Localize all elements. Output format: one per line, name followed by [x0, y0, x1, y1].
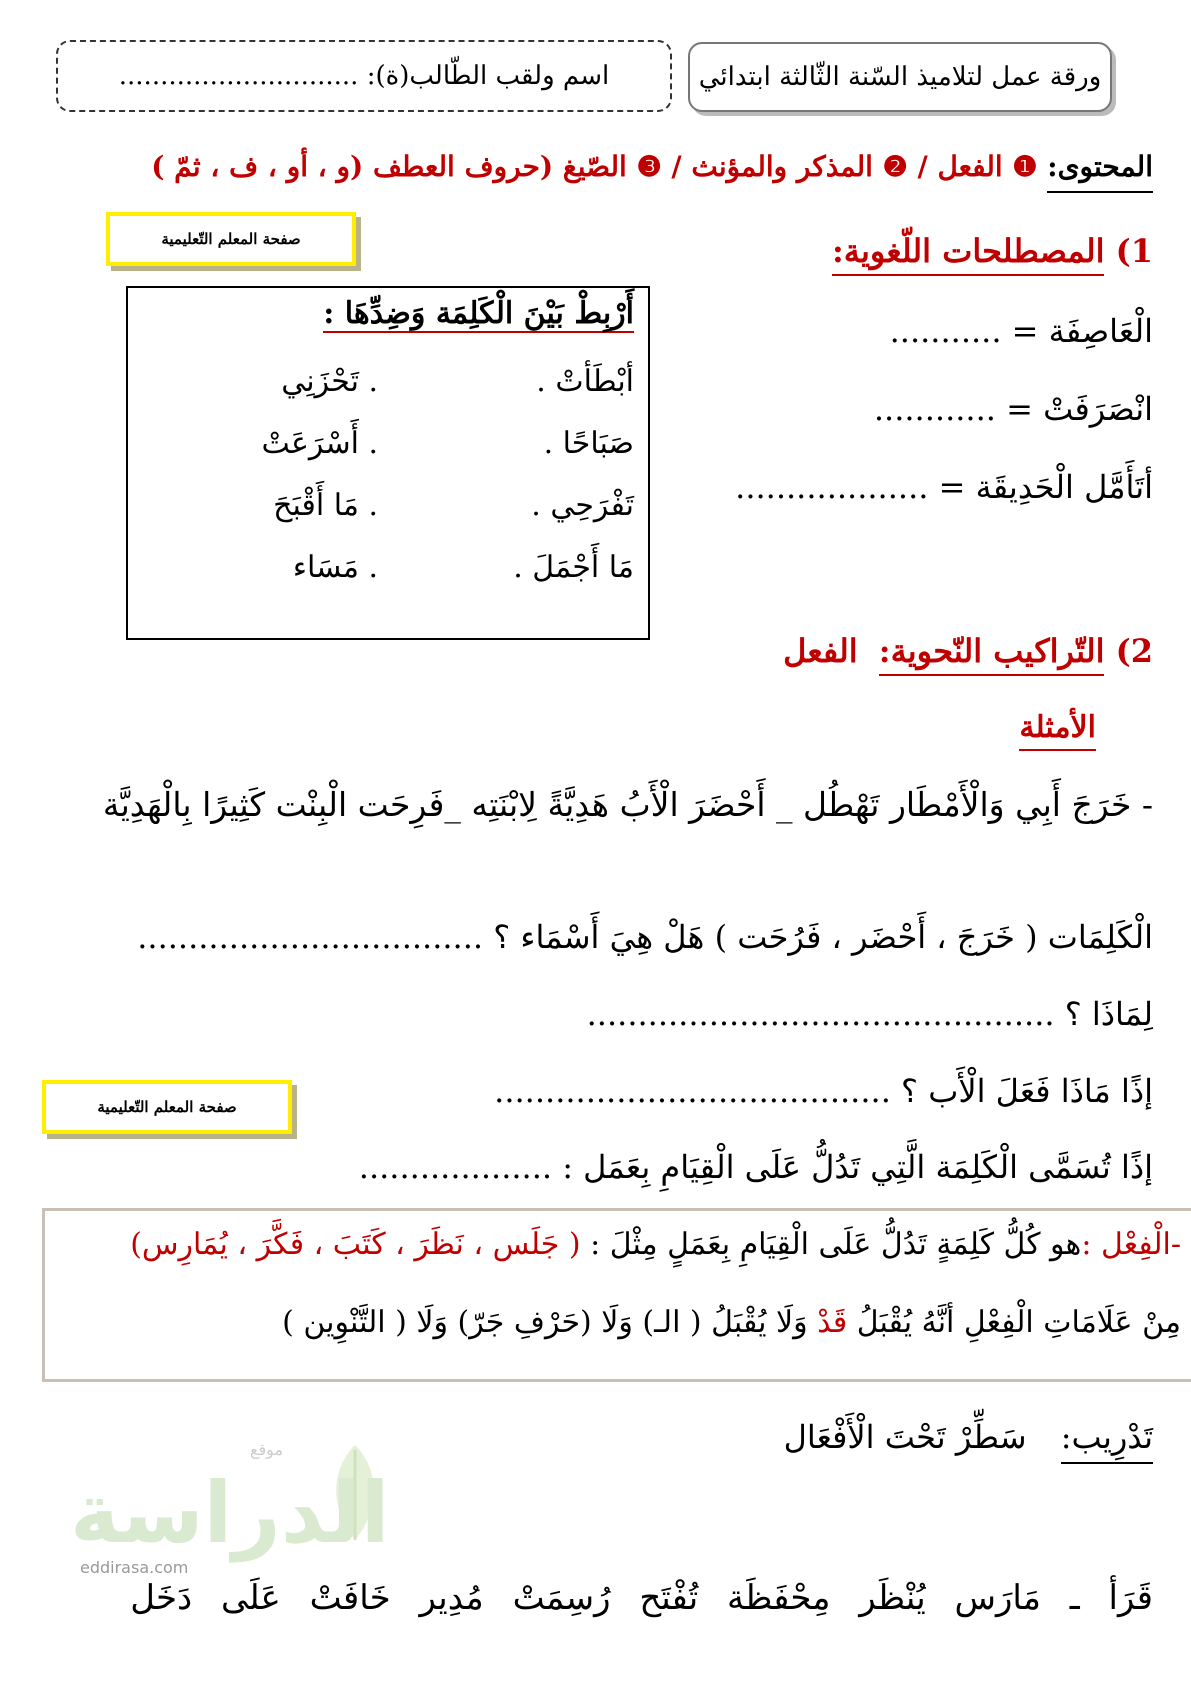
matching-box: [126, 286, 650, 640]
examples-label: الأمثلة: [1019, 710, 1096, 745]
match-left-1: . تَحْزَنِي: [281, 364, 378, 399]
exercise-label: تَدْرِيب:: [1061, 1418, 1153, 1464]
section1-title: [832, 232, 1153, 270]
section1-heading: المصطلحات اللّغوية:: [832, 232, 1104, 276]
examples-line: - خَرَجَ أَبِي وَالْأَمْطَار تَهْطُل _ أَحْضَرَ الْأَبُ هَدِيَّةً لِابْنَتِه _فَرِحَت الْبِنْت كَثِيرًا بِالْهَدِيَّة: [102, 785, 1153, 824]
teacher-page-badge: صفحة المعلم التّعليمية: [106, 212, 356, 266]
teacher-page-badge-2: صفحة المعلم التّعليمية: [42, 1080, 292, 1134]
site-watermark: [70, 1440, 410, 1580]
match-right-2: صَبَاحًا .: [543, 426, 634, 461]
rule-examples: ( جَلَس ، نَظَرَ ، كَتَبَ ، فَكَّرَ ، يُمَارِس): [130, 1227, 581, 1262]
question-1: الْكَلِمَات ( خَرَجَ ، أَحْضَر ، فَرُحَت ) هَلْ هِيَ أَسْمَاء ؟ ..................................: [137, 918, 1153, 956]
watermark-site: eddirasa.com: [80, 1558, 189, 1577]
section2-topic: الفعل: [783, 632, 858, 670]
rule-signs-line: [282, 1305, 1181, 1340]
question-2: لِمَاذَا ؟ ..............................................: [586, 995, 1153, 1033]
rule-signs-qad: قَدْ: [817, 1305, 848, 1340]
section2-heading: التّراكيب النّحوية:: [879, 632, 1105, 676]
match-left-2: . أَسْرَعَتْ: [261, 426, 378, 461]
rule-term: -الْفِعْل :: [1081, 1227, 1181, 1262]
worksheet-title-box: [688, 42, 1112, 112]
rule-definition: هو كُلُّ كَلِمَةٍ تَدُلُّ عَلَى الْقِيَامِ بِعَمَلٍ مِثْلَ :: [580, 1227, 1082, 1262]
rule-signs-prefix: مِنْ عَلَامَاتِ الْفِعْلِ أنَّهُ يُقْبَلُ: [847, 1305, 1181, 1340]
exercise-words: قَرَأ ـ مَارَس يُنْظَر مِحْفَظَة تُفْتَح رُسِمَتْ مُدِير خَافَتْ عَلَى دَخَل: [130, 1578, 1153, 1618]
watermark-arabic: الدراسة: [70, 1464, 390, 1562]
match-right-1: أبْطَأتْ .: [536, 364, 634, 399]
question-4: إذًا تُسَمَّى الْكَلِمَة الَّتِي تَدُلُّ عَلَى الْقِيَامِ بِعَمَل : ...................: [358, 1148, 1153, 1186]
section2-number: 2): [1115, 632, 1153, 670]
watermark-small: موقع: [250, 1440, 283, 1459]
student-name-box: [56, 40, 672, 112]
exercise-instruction: سَطِّرْ تَحْتَ الْأَفْعَال: [783, 1418, 1027, 1456]
student-name-label: اسم ولقب الطّالب(ة): .............................: [118, 61, 610, 91]
question-3: إذًا مَاذَا فَعَلَ الْأَب ؟ .......................................: [494, 1072, 1153, 1110]
match-left-3: . مَا أَقْبَحَ: [273, 488, 378, 523]
worksheet-title: ورقة عمل لتلاميذ السّنة الثّالثة ابتدائي: [698, 62, 1102, 92]
content-label: المحتوى:: [1047, 150, 1153, 193]
vocab-line-3: أتَأَمَّل الْحَدِيقَة = ...................: [735, 468, 1153, 506]
content-items: ❶ الفعل / ❷ المذكر والمؤنث / ❸ الصّيغ (حروف العطف (و ، أو ، ف ، ثمّ ): [151, 150, 1038, 183]
content-line: [151, 150, 1153, 183]
vocab-line-2: انْصَرَفَتْ = ............: [873, 390, 1153, 428]
section1-number: 1): [1115, 232, 1153, 270]
section2-title: [783, 632, 1153, 670]
match-left-4: . مَسَاء: [292, 550, 378, 585]
rule-signs-suffix: وَلَا يُقْبَلُ ( الـ) وَلَا (حَرْفِ جَرّ) وَلَا ( التَّنْوِين ): [282, 1305, 818, 1340]
matching-title: أَرْبِطْ بَيْنَ الْكَلِمَة وَضِدِّهَا :: [323, 296, 634, 331]
vocab-line-1: الْعَاصِفَة = ...........: [889, 312, 1153, 350]
match-right-4: مَا أَجْمَلَ .: [513, 550, 634, 585]
exercise-line: [784, 1418, 1153, 1456]
rule-box: [42, 1208, 1191, 1382]
match-right-3: تَفْرَحِي .: [531, 488, 634, 523]
rule-definition-line: [130, 1227, 1181, 1262]
